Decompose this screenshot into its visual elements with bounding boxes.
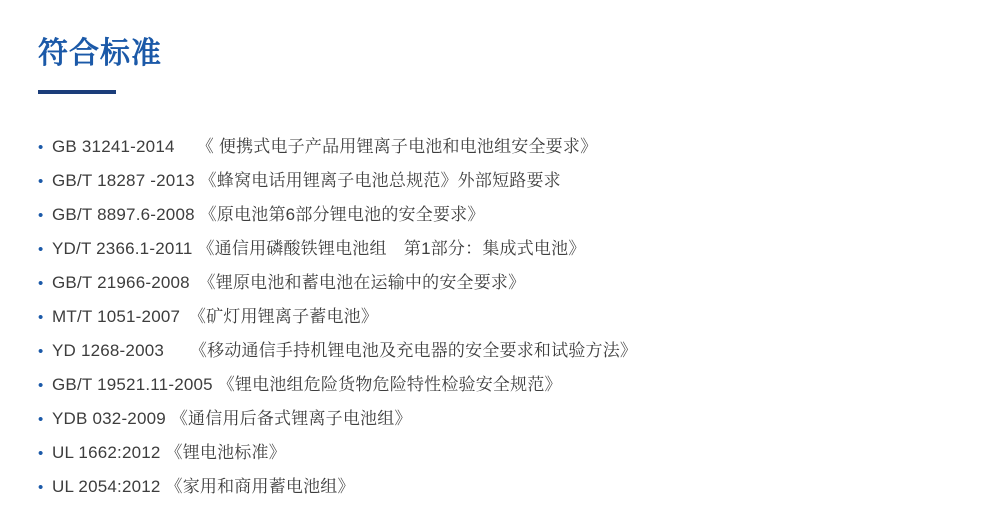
list-item [38,368,978,402]
bullet-icon: • [38,173,44,190]
standard-text: GB 31241-2014 《 便携式电子产品用锂离子电池和电池组安全要求》 [52,137,598,156]
standard-text: UL 1662:2012 《锂电池标准》 [52,443,286,462]
heading-underline-rule [38,90,116,94]
list-item [38,300,978,334]
standard-text: YD 1268-2003 《移动通信手持机锂电池及充电器的安全要求和试验方法》 [52,341,638,360]
standard-text: GB/T 19521.11-2005 《锂电池组危险货物危险特性检验安全规范》 [52,375,562,394]
bullet-icon: • [38,343,44,360]
bullet-icon: • [38,377,44,394]
list-item [38,164,978,198]
bullet-icon: • [38,241,44,258]
standard-text: UL 2054:2012 《家用和商用蓄电池组》 [52,477,355,496]
standard-text: GB/T 8897.6-2008 《原电池第6部分锂电池的安全要求》 [52,205,485,224]
standards-list [38,130,978,504]
bullet-icon: • [38,479,44,496]
bullet-icon: • [38,275,44,292]
list-item [38,334,978,368]
bullet-icon: • [38,139,44,156]
bullet-icon: • [38,207,44,224]
list-item [38,402,978,436]
standard-text: YDB 032-2009 《通信用后备式锂离子电池组》 [52,409,412,428]
list-item [38,470,978,504]
list-item [38,266,978,300]
standard-text: YD/T 2366.1-2011 《通信用磷酸铁锂电池组 第1部分：集成式电池》 [52,239,586,258]
page-title: 符合标准 [38,37,162,70]
list-item [38,130,978,164]
list-item [38,436,978,470]
standard-text: MT/T 1051-2007 《矿灯用锂离子蓄电池》 [52,307,379,326]
bullet-icon: • [38,445,44,462]
standard-text: GB/T 18287 -2013 《蜂窝电话用锂离子电池总规范》外部短路要求 [52,171,561,190]
list-item [38,198,978,232]
bullet-icon: • [38,411,44,428]
standard-text: GB/T 21966-2008 《锂原电池和蓄电池在运输中的安全要求》 [52,273,526,292]
section-heading [38,36,162,94]
bullet-icon: • [38,309,44,326]
list-item [38,232,978,266]
